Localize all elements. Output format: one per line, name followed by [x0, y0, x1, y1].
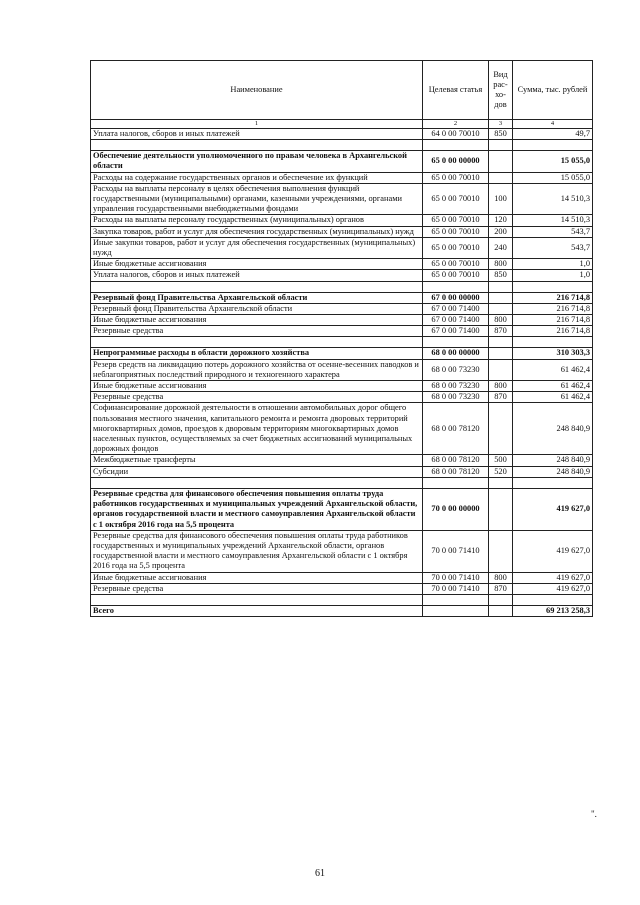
- spacer-cell: [513, 140, 593, 151]
- cell-name: Резервные средства для финансового обеспечения повышения оплаты труда работников государственных и муниципальных учреждений Архангельской области, органов государственной власти и местного самоуправления Архангельской области с 1 октября 2016 года на 5,5 процента: [91, 530, 423, 572]
- table-row: [91, 129, 593, 140]
- cell-code: 64 0 00 70010: [423, 129, 489, 140]
- cell-name: Расходы на выплаты персоналу государственных (муниципальных) органов: [91, 215, 423, 226]
- spacer-cell: [489, 281, 513, 292]
- cell-type: 870: [489, 583, 513, 594]
- cell-sum: 419 627,0: [513, 572, 593, 583]
- cell-name: Иные бюджетные ассигнования: [91, 315, 423, 326]
- cell-code: 68 0 00 73230: [423, 359, 489, 380]
- cell-type: [489, 605, 513, 616]
- cell-code: 67 0 00 71400: [423, 303, 489, 314]
- section-row: [91, 151, 593, 172]
- cell-type: 870: [489, 326, 513, 337]
- table-row: [91, 403, 593, 455]
- cell-type: 800: [489, 572, 513, 583]
- cell-name: Резервные средства для финансового обеспечения повышения оплаты труда работников государственных и муниципальных учреждений Архангельской области, органов государственной власти и местного самоуправления Архангельской области с 1 октября 2016 года на 5,5 процента: [91, 488, 423, 530]
- cell-sum: 543,7: [513, 237, 593, 258]
- column-number: 3: [489, 120, 513, 129]
- header-sum: Сумма, тыс. рублей: [513, 61, 593, 120]
- table-row: [91, 392, 593, 403]
- table-row: [91, 315, 593, 326]
- cell-name: Непрограммные расходы в области дорожного хозяйства: [91, 348, 423, 359]
- cell-code: 65 0 00 70010: [423, 270, 489, 281]
- cell-type: 120: [489, 215, 513, 226]
- cell-code: 68 0 00 00000: [423, 348, 489, 359]
- cell-code: 67 0 00 71400: [423, 326, 489, 337]
- cell-sum: 248 840,9: [513, 455, 593, 466]
- table-row: [91, 237, 593, 258]
- cell-code: 65 0 00 70010: [423, 237, 489, 258]
- header-name: Наименование: [91, 61, 423, 120]
- cell-name: Расходы на выплаты персоналу в целях обеспечения выполнения функций государственными (муниципальными) органами, казенными учреждениями, органами управления государственными внебюджетными фондами: [91, 183, 423, 215]
- cell-sum: 69 213 258,3: [513, 605, 593, 616]
- page-number: 61: [315, 868, 325, 879]
- spacer-cell: [91, 140, 423, 151]
- cell-sum: 1,0: [513, 259, 593, 270]
- cell-name: Межбюджетные трансферты: [91, 455, 423, 466]
- cell-code: 67 0 00 71400: [423, 315, 489, 326]
- cell-sum: 216 714,8: [513, 303, 593, 314]
- cell-sum: 1,0: [513, 270, 593, 281]
- cell-code: 65 0 00 70010: [423, 226, 489, 237]
- cell-type: 850: [489, 129, 513, 140]
- cell-sum: 216 714,8: [513, 326, 593, 337]
- cell-code: 65 0 00 70010: [423, 259, 489, 270]
- cell-name: Субсидии: [91, 466, 423, 477]
- column-number: 2: [423, 120, 489, 129]
- table-row: [91, 583, 593, 594]
- cell-code: 70 0 00 71410: [423, 530, 489, 572]
- cell-type: [489, 303, 513, 314]
- cell-sum: 61 462,4: [513, 392, 593, 403]
- budget-table: [90, 60, 593, 617]
- table-row: [91, 303, 593, 314]
- cell-name: Уплата налогов, сборов и иных платежей: [91, 270, 423, 281]
- cell-code: 70 0 00 71410: [423, 572, 489, 583]
- cell-sum: 419 627,0: [513, 530, 593, 572]
- cell-sum: 543,7: [513, 226, 593, 237]
- cell-name: Уплата налогов, сборов и иных платежей: [91, 129, 423, 140]
- table-row: [91, 270, 593, 281]
- cell-name: Иные закупки товаров, работ и услуг для обеспечения государственных (муниципальных) нужд: [91, 237, 423, 258]
- spacer-cell: [91, 594, 423, 605]
- cell-sum: 15 055,0: [513, 172, 593, 183]
- column-number-row: [91, 120, 593, 129]
- table-row: [91, 466, 593, 477]
- cell-sum: 49,7: [513, 129, 593, 140]
- cell-code: 65 0 00 70010: [423, 172, 489, 183]
- cell-code: 68 0 00 78120: [423, 455, 489, 466]
- spacer-cell: [91, 477, 423, 488]
- cell-code: 65 0 00 00000: [423, 151, 489, 172]
- cell-type: 100: [489, 183, 513, 215]
- column-number: 4: [513, 120, 593, 129]
- cell-name: Резервные средства: [91, 392, 423, 403]
- spacer-cell: [489, 477, 513, 488]
- table-row: [91, 572, 593, 583]
- spacer-cell: [423, 594, 489, 605]
- cell-code: [423, 605, 489, 616]
- spacer-cell: [489, 337, 513, 348]
- cell-type: [489, 348, 513, 359]
- cell-code: 68 0 00 73230: [423, 392, 489, 403]
- cell-code: 65 0 00 70010: [423, 215, 489, 226]
- cell-type: [489, 488, 513, 530]
- cell-type: [489, 292, 513, 303]
- cell-type: 800: [489, 381, 513, 392]
- spacer-cell: [91, 337, 423, 348]
- cell-type: 500: [489, 455, 513, 466]
- cell-name: Обеспечение деятельности уполномоченного по правам человека в Архангельской области: [91, 151, 423, 172]
- cell-name: Иные бюджетные ассигнования: [91, 259, 423, 270]
- cell-name: Иные бюджетные ассигнования: [91, 381, 423, 392]
- cell-name: Софинансирование дорожной деятельности в отношении автомобильных дорог общего пользования местного значения, капитального ремонта и ремонта дворовых территорий многоквартирных домов, проездов к дворовым территориям многоквартирных домов населенных пунктов, осуществляемых за счет бюджетных ассигнований муниципальных дорожных фондов: [91, 403, 423, 455]
- cell-sum: 248 840,9: [513, 403, 593, 455]
- spacer-row: [91, 140, 593, 151]
- cell-type: [489, 530, 513, 572]
- cell-sum: 216 714,8: [513, 315, 593, 326]
- spacer-cell: [513, 337, 593, 348]
- closing-quote: ".: [591, 809, 597, 819]
- cell-sum: 216 714,8: [513, 292, 593, 303]
- table-row: [91, 530, 593, 572]
- table-row: [91, 326, 593, 337]
- cell-sum: 419 627,0: [513, 488, 593, 530]
- section-row: [91, 488, 593, 530]
- table-row: [91, 359, 593, 380]
- cell-name: Резервные средства: [91, 326, 423, 337]
- cell-sum: 14 510,3: [513, 215, 593, 226]
- cell-type: 870: [489, 392, 513, 403]
- cell-sum: 248 840,9: [513, 466, 593, 477]
- cell-name: Резервные средства: [91, 583, 423, 594]
- spacer-row: [91, 594, 593, 605]
- cell-type: 200: [489, 226, 513, 237]
- cell-type: 850: [489, 270, 513, 281]
- table-row: [91, 381, 593, 392]
- spacer-cell: [489, 594, 513, 605]
- header-type: Вид рас-хо-дов: [489, 61, 513, 120]
- cell-type: 240: [489, 237, 513, 258]
- table-row: [91, 226, 593, 237]
- cell-name: Резервный фонд Правительства Архангельской области: [91, 303, 423, 314]
- cell-sum: 310 303,3: [513, 348, 593, 359]
- spacer-cell: [513, 477, 593, 488]
- spacer-cell: [489, 140, 513, 151]
- spacer-row: [91, 477, 593, 488]
- cell-type: 520: [489, 466, 513, 477]
- cell-type: [489, 403, 513, 455]
- spacer-cell: [513, 594, 593, 605]
- cell-name: Расходы на содержание государственных органов и обеспечение их функций: [91, 172, 423, 183]
- spacer-cell: [423, 337, 489, 348]
- cell-code: 68 0 00 73230: [423, 381, 489, 392]
- column-number: 1: [91, 120, 423, 129]
- cell-code: 65 0 00 70010: [423, 183, 489, 215]
- cell-type: [489, 151, 513, 172]
- cell-type: 800: [489, 315, 513, 326]
- table-body: [91, 129, 593, 617]
- cell-sum: 14 510,3: [513, 183, 593, 215]
- spacer-cell: [423, 281, 489, 292]
- cell-name: Иные бюджетные ассигнования: [91, 572, 423, 583]
- spacer-cell: [423, 140, 489, 151]
- table-row: [91, 172, 593, 183]
- table-row: [91, 183, 593, 215]
- cell-name: Закупка товаров, работ и услуг для обеспечения государственных (муниципальных) нужд: [91, 226, 423, 237]
- section-row: [91, 605, 593, 616]
- table-row: [91, 455, 593, 466]
- spacer-cell: [513, 281, 593, 292]
- cell-code: 67 0 00 00000: [423, 292, 489, 303]
- cell-type: [489, 172, 513, 183]
- cell-name: Резерв средств на ликвидацию потерь дорожного хозяйства от осенне-весенних паводков и неблагоприятных последствий природного и техногенного характера: [91, 359, 423, 380]
- cell-type: [489, 359, 513, 380]
- header-row: [91, 61, 593, 120]
- header-code: Целевая статья: [423, 61, 489, 120]
- cell-sum: 15 055,0: [513, 151, 593, 172]
- spacer-row: [91, 337, 593, 348]
- cell-name: Резервный фонд Правительства Архангельской области: [91, 292, 423, 303]
- cell-name: Всего: [91, 605, 423, 616]
- cell-code: 70 0 00 00000: [423, 488, 489, 530]
- cell-sum: 419 627,0: [513, 583, 593, 594]
- spacer-cell: [91, 281, 423, 292]
- table-row: [91, 215, 593, 226]
- table-row: [91, 259, 593, 270]
- cell-type: 800: [489, 259, 513, 270]
- cell-sum: 61 462,4: [513, 381, 593, 392]
- spacer-cell: [423, 477, 489, 488]
- section-row: [91, 292, 593, 303]
- cell-code: 68 0 00 78120: [423, 403, 489, 455]
- spacer-row: [91, 281, 593, 292]
- cell-code: 70 0 00 71410: [423, 583, 489, 594]
- section-row: [91, 348, 593, 359]
- cell-code: 68 0 00 78120: [423, 466, 489, 477]
- cell-sum: 61 462,4: [513, 359, 593, 380]
